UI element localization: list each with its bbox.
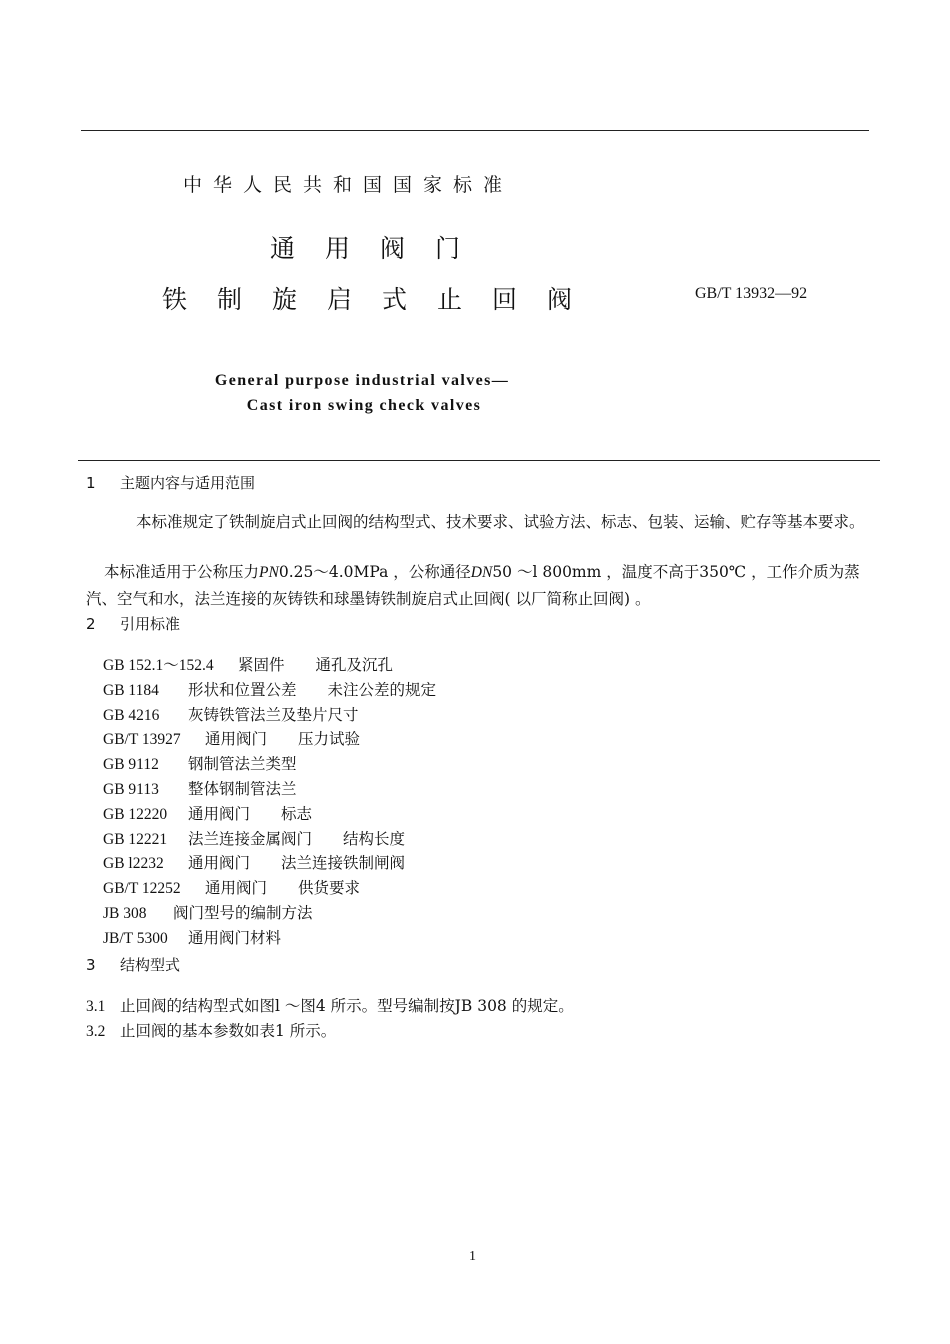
reference-title: 通用阀门 压力试验 [205,730,361,749]
section-3-heading [86,954,180,975]
reference-item [103,752,297,774]
reference-code: GB 12220 [103,805,168,823]
reference-code: GB 4216 [103,706,160,724]
reference-title: 通用阀门 供货要求 [205,879,361,898]
reference-item [103,876,360,898]
section-divider [78,460,880,461]
reference-title: 通用阀门材料 [188,928,282,947]
standard-number: GB/T 13932—92 [695,285,808,302]
clause-3-1 [86,994,574,1016]
reference-code: GB 152.1～152.4 [103,657,214,674]
top-rule [81,130,869,131]
section-title: 结构型式 [120,956,181,974]
clause-3-2 [86,1019,336,1041]
paragraph-text: 本标准适用于公称压力 [104,563,260,581]
reference-code: GB 1184 [103,681,159,699]
dn-symbol: DN [470,564,493,581]
reference-code: GB 12221 [103,830,168,848]
reference-code: GB 9112 [103,756,159,774]
clause-text: 止回阀的基本参数如表1 所示。 [120,1022,337,1040]
reference-title: 形状和位置公差 未注公差的规定 [188,680,437,699]
reference-item [103,703,359,725]
national-standard-label: 中华人民共和国国家标准 [183,174,514,196]
reference-item [103,653,393,675]
reference-title: 阀门型号的编制方法 [173,904,313,922]
reference-code: GB 9113 [103,781,159,798]
section-number: 2 [86,615,96,633]
clause-number: 3.2 [86,1023,106,1040]
reference-title: 紧固件 通孔及沉孔 [238,656,394,674]
reference-item [103,901,313,923]
reference-code: GB/T 13927 [103,731,181,749]
reference-item [103,926,281,948]
reference-code: JB 308 [103,905,147,922]
reference-title: 法兰连接金属阀门 结构长度 [188,829,406,848]
section-title: 引用标准 [120,615,181,633]
reference-title: 整体钢制管法兰 [188,780,297,798]
english-title-line-1: General purpose industrial valves— [214,372,510,389]
section-number: 3 [86,956,96,974]
page-number: 1 [469,1249,476,1264]
reference-title: 灰铸铁管法兰及垫片尺寸 [188,705,359,724]
paragraph-text: 0.25～4.0MPa ，公称通径 [278,563,471,581]
section-number: 1 [86,474,96,492]
section-2-heading [86,613,180,634]
title-line-1: 通用阀门 [270,234,491,263]
title-line-2: 铁制旋启式止回阀 [162,285,603,314]
reference-title: 通用阀门 标志 [188,804,313,823]
reference-title: 通用阀门 法兰连接铁制闸阀 [188,854,406,873]
pn-symbol: PN [259,564,279,581]
reference-item [103,851,405,873]
paragraph-text: 本标准规定了铁制旋启式止回阀的结构型式、技术要求、试验方法、标志、包装、运输、贮存等基本要求。 [136,513,865,531]
reference-item [103,777,297,799]
reference-title: 钢制管法兰类型 [188,755,297,774]
clause-text: 止回阀的结构型式如图l ～图4 所示。型号编制按JB 308 的规定。 [120,997,574,1015]
reference-code: GB/T 12252 [103,880,181,898]
paragraph-text: 50 ～l 800mm ，温度不高于350℃ ，工作介质为蒸汽、空气和水，法兰连接的灰铸铁和球墨铸铁制旋启式止回阀( 以厂简称止回阀) 。 [86,563,860,608]
reference-item [103,727,360,749]
section-1-paragraph-2 [86,559,866,612]
reference-item [103,827,405,849]
section-title: 主题内容与适用范围 [120,474,256,492]
section-1-paragraph-1 [86,509,866,535]
reference-item [103,678,436,700]
reference-code: JB/T 5300 [103,929,168,947]
section-1-heading [86,472,255,493]
reference-item [103,802,312,824]
reference-code: GB l2232 [103,855,164,873]
clause-number: 3.1 [86,998,106,1015]
english-title-line-2: Cast iron swing check valves [246,397,482,414]
